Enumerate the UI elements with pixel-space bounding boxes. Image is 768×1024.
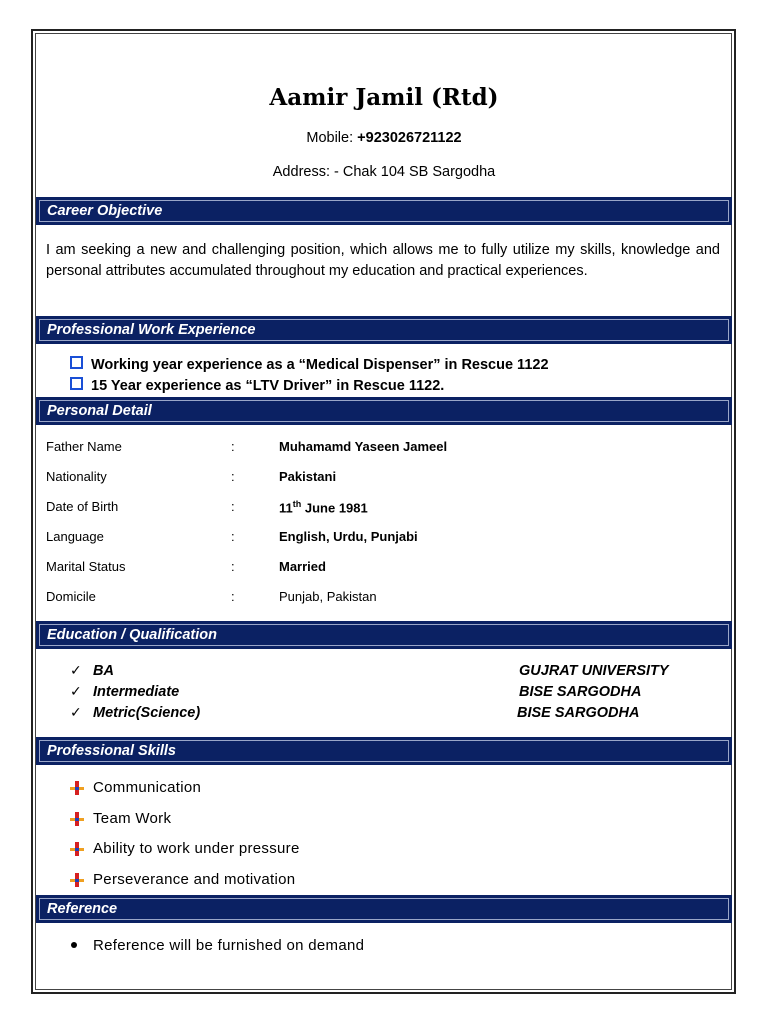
education-institute: BISE SARGODHA <box>517 705 640 721</box>
cross-star-icon <box>70 842 84 856</box>
checkmark-icon: ✓ <box>70 683 82 699</box>
father-name-value: Muhamamd Yaseen Jameel <box>279 439 448 454</box>
hollow-square-icon <box>70 377 83 390</box>
skill-item: Perseverance and motivation <box>93 871 296 888</box>
dob-day: 11 <box>279 500 293 516</box>
mobile-line <box>0 130 768 146</box>
colon: : <box>231 529 235 544</box>
address-line: Address: - Chak 104 SB Sargodha <box>272 164 496 180</box>
colon: : <box>231 559 235 574</box>
skill-item: Team Work <box>93 810 172 827</box>
cross-star-icon <box>70 781 84 795</box>
work-item-text: 15 Year experience as “LTV Driver” in Rescue 1122. <box>91 378 445 394</box>
section-title: Reference <box>47 901 118 917</box>
mobile-value: +923026721122 <box>357 130 462 146</box>
colon: : <box>231 499 235 514</box>
mobile-label: Mobile: <box>306 130 358 146</box>
education-degree: Intermediate <box>93 684 180 700</box>
work-item <box>70 377 444 394</box>
skill-item: Ability to work under pressure <box>93 840 300 857</box>
marital-status-value: Married <box>279 559 326 574</box>
reference-text: Reference will be furnished on demand <box>93 937 365 954</box>
cross-star-icon <box>70 812 84 826</box>
domicile-value: Punjab, Pakistan <box>279 589 377 604</box>
candidate-name: Aamir Jamil (Rtd) <box>269 84 499 111</box>
section-bar-skills <box>36 737 732 765</box>
dot-icon <box>71 942 77 948</box>
section-title: Professional Work Experience <box>47 322 256 338</box>
father-name-label: Father Name <box>46 439 122 454</box>
section-bar-work-experience <box>36 316 732 344</box>
domicile-label: Domicile <box>46 589 96 604</box>
section-title: Personal Detail <box>47 403 152 419</box>
checkmark-icon: ✓ <box>70 662 82 678</box>
nationality-label: Nationality <box>46 469 107 484</box>
dob-rest: June 1981 <box>301 500 368 516</box>
career-objective-text: I am seeking a new and challenging position, which allows me to fully utilize my skills, knowledge and personal attributes accumulated throughout my education and practical experiences. <box>46 242 720 279</box>
section-title: Career Objective <box>47 203 163 219</box>
hollow-square-icon <box>70 356 83 369</box>
section-bar-career-objective <box>36 197 732 225</box>
colon: : <box>231 589 235 604</box>
section-bar-personal-detail <box>36 397 732 425</box>
language-label: Language <box>46 529 104 544</box>
education-degree: BA <box>93 663 114 679</box>
date-of-birth-value <box>279 499 368 515</box>
language-value: English, Urdu, Punjabi <box>279 529 418 544</box>
date-of-birth-label: Date of Birth <box>46 499 119 514</box>
cross-star-icon <box>70 873 84 887</box>
section-bar-education <box>36 621 732 649</box>
education-degree: Metric(Science) <box>93 705 201 721</box>
work-item-text: Working year experience as a “Medical Dispenser” in Rescue 1122 <box>91 357 549 373</box>
section-title: Education / Qualification <box>47 627 217 643</box>
education-institute: GUJRAT UNIVERSITY <box>519 663 669 679</box>
dob-suffix: th <box>292 499 302 509</box>
colon: : <box>231 439 235 454</box>
education-institute: BISE SARGODHA <box>519 684 642 700</box>
section-title: Professional Skills <box>47 743 176 759</box>
marital-status-label: Marital Status <box>46 559 126 574</box>
section-bar-reference <box>36 895 732 923</box>
nationality-value: Pakistani <box>279 469 337 484</box>
colon: : <box>231 469 235 484</box>
skill-item: Communication <box>93 779 202 796</box>
checkmark-icon: ✓ <box>70 704 82 720</box>
work-item <box>70 356 549 373</box>
